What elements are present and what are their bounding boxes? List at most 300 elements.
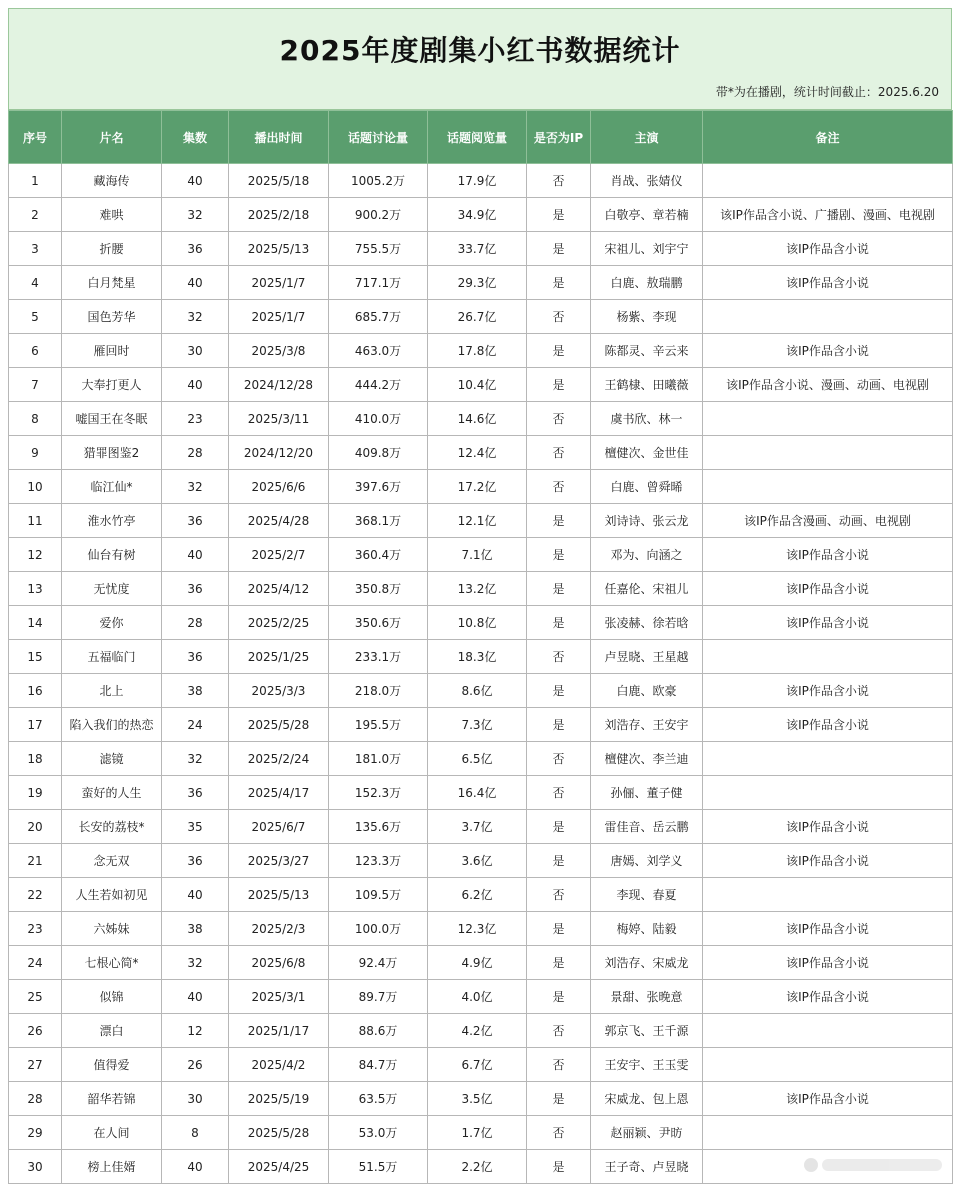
cell-discussions: 51.5万 <box>329 1150 428 1184</box>
cell-index: 21 <box>9 844 62 878</box>
cell-episodes: 24 <box>162 708 229 742</box>
cell-episodes: 32 <box>162 300 229 334</box>
cell-views: 1.7亿 <box>428 1116 527 1150</box>
cell-is-ip: 否 <box>527 742 591 776</box>
cell-air-date: 2025/4/12 <box>229 572 329 606</box>
cell-air-date: 2025/1/7 <box>229 300 329 334</box>
cell-index: 8 <box>9 402 62 436</box>
cell-remark: 该IP作品含小说 <box>703 1082 953 1116</box>
cell-episodes: 35 <box>162 810 229 844</box>
table-row <box>9 1116 953 1150</box>
cell-views: 14.6亿 <box>428 402 527 436</box>
cell-air-date: 2025/5/18 <box>229 164 329 198</box>
cell-air-date: 2025/5/13 <box>229 232 329 266</box>
cell-air-date: 2025/5/19 <box>229 1082 329 1116</box>
cell-discussions: 444.2万 <box>329 368 428 402</box>
table-row <box>9 538 953 572</box>
cell-remark <box>703 436 953 470</box>
data-table <box>8 110 953 1184</box>
cell-title: 折腰 <box>62 232 162 266</box>
cell-discussions: 900.2万 <box>329 198 428 232</box>
cell-views: 7.3亿 <box>428 708 527 742</box>
table-row <box>9 606 953 640</box>
cell-index: 20 <box>9 810 62 844</box>
cell-views: 2.2亿 <box>428 1150 527 1184</box>
cell-remark: 该IP作品含小说、广播剧、漫画、电视剧 <box>703 198 953 232</box>
cell-discussions: 88.6万 <box>329 1014 428 1048</box>
cell-cast: 梅婷、陆毅 <box>591 912 703 946</box>
column-header: 序号 <box>9 111 62 164</box>
column-header: 片名 <box>62 111 162 164</box>
cell-index: 2 <box>9 198 62 232</box>
cell-remark: 该IP作品含小说 <box>703 844 953 878</box>
cell-views: 12.1亿 <box>428 504 527 538</box>
cell-is-ip: 否 <box>527 1048 591 1082</box>
cell-views: 6.7亿 <box>428 1048 527 1082</box>
cell-remark <box>703 1048 953 1082</box>
cell-episodes: 40 <box>162 538 229 572</box>
cell-remark <box>703 164 953 198</box>
cell-air-date: 2025/3/8 <box>229 334 329 368</box>
cell-is-ip: 是 <box>527 538 591 572</box>
cell-views: 6.2亿 <box>428 878 527 912</box>
cell-discussions: 123.3万 <box>329 844 428 878</box>
cell-remark: 该IP作品含小说 <box>703 674 953 708</box>
cell-is-ip: 是 <box>527 946 591 980</box>
cell-cast: 虞书欣、林一 <box>591 402 703 436</box>
table-row <box>9 912 953 946</box>
cell-views: 4.0亿 <box>428 980 527 1014</box>
cell-episodes: 32 <box>162 470 229 504</box>
cell-air-date: 2025/3/27 <box>229 844 329 878</box>
cell-cast: 白鹿、曾舜晞 <box>591 470 703 504</box>
sheet-note: 带*为在播剧，统计时间截止：2025.6.20 <box>716 83 939 100</box>
cell-is-ip: 是 <box>527 504 591 538</box>
cell-cast: 孙俪、董子健 <box>591 776 703 810</box>
cell-title: 长安的荔枝* <box>62 810 162 844</box>
cell-discussions: 53.0万 <box>329 1116 428 1150</box>
cell-episodes: 40 <box>162 368 229 402</box>
cell-title: 爱你 <box>62 606 162 640</box>
cell-is-ip: 是 <box>527 1150 591 1184</box>
cell-remark: 该IP作品含小说 <box>703 708 953 742</box>
cell-index: 26 <box>9 1014 62 1048</box>
cell-is-ip: 是 <box>527 810 591 844</box>
cell-title: 猎罪图鉴2 <box>62 436 162 470</box>
cell-index: 5 <box>9 300 62 334</box>
cell-views: 10.4亿 <box>428 368 527 402</box>
cell-episodes: 40 <box>162 266 229 300</box>
cell-title: 七根心简* <box>62 946 162 980</box>
cell-title: 无忧度 <box>62 572 162 606</box>
cell-remark <box>703 402 953 436</box>
cell-index: 22 <box>9 878 62 912</box>
cell-title: 淮水竹亭 <box>62 504 162 538</box>
cell-episodes: 36 <box>162 232 229 266</box>
cell-views: 8.6亿 <box>428 674 527 708</box>
table-row <box>9 572 953 606</box>
table-row <box>9 776 953 810</box>
cell-is-ip: 否 <box>527 1116 591 1150</box>
cell-cast: 李现、春夏 <box>591 878 703 912</box>
cell-episodes: 38 <box>162 912 229 946</box>
table-row <box>9 368 953 402</box>
cell-index: 30 <box>9 1150 62 1184</box>
cell-index: 23 <box>9 912 62 946</box>
cell-remark: 该IP作品含漫画、动画、电视剧 <box>703 504 953 538</box>
cell-cast: 任嘉伦、宋祖儿 <box>591 572 703 606</box>
cell-remark: 该IP作品含小说 <box>703 912 953 946</box>
cell-episodes: 8 <box>162 1116 229 1150</box>
cell-discussions: 89.7万 <box>329 980 428 1014</box>
table-row <box>9 708 953 742</box>
cell-title: 值得爱 <box>62 1048 162 1082</box>
cell-title: 陷入我们的热恋 <box>62 708 162 742</box>
cell-index: 18 <box>9 742 62 776</box>
cell-views: 12.4亿 <box>428 436 527 470</box>
column-header: 备注 <box>703 111 953 164</box>
cell-index: 10 <box>9 470 62 504</box>
cell-index: 27 <box>9 1048 62 1082</box>
cell-views: 4.2亿 <box>428 1014 527 1048</box>
cell-remark: 该IP作品含小说、漫画、动画、电视剧 <box>703 368 953 402</box>
cell-is-ip: 是 <box>527 572 591 606</box>
cell-cast: 卢昱晓、王星越 <box>591 640 703 674</box>
cell-title: 漂白 <box>62 1014 162 1048</box>
table-body <box>9 164 953 1184</box>
cell-cast: 檀健次、李兰迪 <box>591 742 703 776</box>
cell-discussions: 84.7万 <box>329 1048 428 1082</box>
cell-discussions: 109.5万 <box>329 878 428 912</box>
cell-episodes: 36 <box>162 504 229 538</box>
cell-is-ip: 是 <box>527 674 591 708</box>
cell-remark <box>703 470 953 504</box>
table-row <box>9 1048 953 1082</box>
cell-air-date: 2024/12/28 <box>229 368 329 402</box>
cell-title: 六姊妹 <box>62 912 162 946</box>
cell-title: 蛮好的人生 <box>62 776 162 810</box>
table-row <box>9 640 953 674</box>
title-block <box>8 8 952 110</box>
cell-views: 4.9亿 <box>428 946 527 980</box>
table-header-row <box>9 111 953 164</box>
table-row <box>9 266 953 300</box>
cell-episodes: 32 <box>162 198 229 232</box>
cell-air-date: 2025/5/13 <box>229 878 329 912</box>
cell-episodes: 36 <box>162 776 229 810</box>
cell-index: 13 <box>9 572 62 606</box>
column-header: 话题阅览量 <box>428 111 527 164</box>
cell-remark <box>703 878 953 912</box>
cell-episodes: 26 <box>162 1048 229 1082</box>
cell-index: 24 <box>9 946 62 980</box>
table-row <box>9 946 953 980</box>
cell-discussions: 409.8万 <box>329 436 428 470</box>
cell-index: 19 <box>9 776 62 810</box>
cell-air-date: 2025/2/25 <box>229 606 329 640</box>
cell-cast: 景甜、张晚意 <box>591 980 703 1014</box>
cell-title: 北上 <box>62 674 162 708</box>
cell-discussions: 1005.2万 <box>329 164 428 198</box>
cell-episodes: 28 <box>162 606 229 640</box>
cell-title: 嘘国王在冬眠 <box>62 402 162 436</box>
cell-views: 33.7亿 <box>428 232 527 266</box>
cell-discussions: 360.4万 <box>329 538 428 572</box>
cell-title: 人生若如初见 <box>62 878 162 912</box>
cell-air-date: 2025/3/11 <box>229 402 329 436</box>
cell-is-ip: 否 <box>527 640 591 674</box>
cell-air-date: 2025/2/18 <box>229 198 329 232</box>
cell-is-ip: 是 <box>527 606 591 640</box>
cell-is-ip: 是 <box>527 980 591 1014</box>
table-row <box>9 334 953 368</box>
table-row <box>9 470 953 504</box>
cell-title: 大奉打更人 <box>62 368 162 402</box>
cell-air-date: 2025/1/17 <box>229 1014 329 1048</box>
cell-episodes: 30 <box>162 1082 229 1116</box>
cell-air-date: 2025/2/24 <box>229 742 329 776</box>
cell-discussions: 463.0万 <box>329 334 428 368</box>
cell-cast: 王子奇、卢昱晓 <box>591 1150 703 1184</box>
cell-views: 17.2亿 <box>428 470 527 504</box>
cell-index: 4 <box>9 266 62 300</box>
cell-cast: 王鹤棣、田曦薇 <box>591 368 703 402</box>
cell-cast: 邓为、向涵之 <box>591 538 703 572</box>
cell-index: 9 <box>9 436 62 470</box>
cell-remark: 该IP作品含小说 <box>703 946 953 980</box>
column-header: 主演 <box>591 111 703 164</box>
cell-is-ip: 否 <box>527 300 591 334</box>
cell-cast: 张凌赫、徐若晗 <box>591 606 703 640</box>
table-row <box>9 980 953 1014</box>
cell-is-ip: 是 <box>527 198 591 232</box>
cell-discussions: 92.4万 <box>329 946 428 980</box>
cell-is-ip: 否 <box>527 878 591 912</box>
cell-title: 在人间 <box>62 1116 162 1150</box>
cell-views: 3.7亿 <box>428 810 527 844</box>
cell-episodes: 40 <box>162 878 229 912</box>
cell-views: 10.8亿 <box>428 606 527 640</box>
cell-episodes: 40 <box>162 1150 229 1184</box>
cell-is-ip: 是 <box>527 844 591 878</box>
column-header: 话题讨论量 <box>329 111 428 164</box>
cell-discussions: 717.1万 <box>329 266 428 300</box>
table-row <box>9 1014 953 1048</box>
cell-episodes: 32 <box>162 742 229 776</box>
cell-views: 3.6亿 <box>428 844 527 878</box>
cell-title: 榜上佳婿 <box>62 1150 162 1184</box>
cell-cast: 杨紫、李现 <box>591 300 703 334</box>
cell-discussions: 152.3万 <box>329 776 428 810</box>
watermark-bar <box>822 1159 942 1171</box>
cell-air-date: 2025/4/2 <box>229 1048 329 1082</box>
cell-cast: 宋威龙、包上恩 <box>591 1082 703 1116</box>
cell-remark: 该IP作品含小说 <box>703 810 953 844</box>
cell-is-ip: 是 <box>527 334 591 368</box>
cell-index: 17 <box>9 708 62 742</box>
sheet-title: 2025年度剧集小红书数据统计 <box>9 29 951 69</box>
column-header: 是否为IP <box>527 111 591 164</box>
cell-air-date: 2025/4/17 <box>229 776 329 810</box>
table-row <box>9 844 953 878</box>
cell-discussions: 368.1万 <box>329 504 428 538</box>
table-row <box>9 198 953 232</box>
cell-index: 7 <box>9 368 62 402</box>
cell-remark: 该IP作品含小说 <box>703 232 953 266</box>
cell-title: 白月梵星 <box>62 266 162 300</box>
watermark <box>804 1158 942 1172</box>
cell-episodes: 40 <box>162 164 229 198</box>
cell-index: 1 <box>9 164 62 198</box>
table-row <box>9 402 953 436</box>
cell-is-ip: 否 <box>527 402 591 436</box>
cell-remark: 该IP作品含小说 <box>703 606 953 640</box>
table-row <box>9 674 953 708</box>
cell-is-ip: 否 <box>527 470 591 504</box>
cell-title: 念无双 <box>62 844 162 878</box>
cell-cast: 宋祖儿、刘宇宁 <box>591 232 703 266</box>
cell-air-date: 2025/2/7 <box>229 538 329 572</box>
cell-episodes: 30 <box>162 334 229 368</box>
cell-air-date: 2025/6/8 <box>229 946 329 980</box>
cell-air-date: 2025/1/25 <box>229 640 329 674</box>
cell-remark <box>703 640 953 674</box>
cell-cast: 陈都灵、辛云来 <box>591 334 703 368</box>
cell-is-ip: 是 <box>527 232 591 266</box>
cell-episodes: 32 <box>162 946 229 980</box>
cell-title: 藏海传 <box>62 164 162 198</box>
cell-cast: 肖战、张婧仪 <box>591 164 703 198</box>
cell-cast: 赵丽颖、尹昉 <box>591 1116 703 1150</box>
cell-cast: 刘浩存、宋威龙 <box>591 946 703 980</box>
cell-is-ip: 否 <box>527 436 591 470</box>
cell-discussions: 100.0万 <box>329 912 428 946</box>
table-row <box>9 742 953 776</box>
cell-episodes: 28 <box>162 436 229 470</box>
cell-views: 17.9亿 <box>428 164 527 198</box>
cell-air-date: 2025/2/3 <box>229 912 329 946</box>
cell-episodes: 36 <box>162 640 229 674</box>
cell-remark: 该IP作品含小说 <box>703 980 953 1014</box>
cell-index: 11 <box>9 504 62 538</box>
table-row <box>9 232 953 266</box>
cell-discussions: 685.7万 <box>329 300 428 334</box>
cell-title: 韶华若锦 <box>62 1082 162 1116</box>
watermark-logo-icon <box>804 1158 818 1172</box>
cell-episodes: 23 <box>162 402 229 436</box>
cell-remark: 该IP作品含小说 <box>703 334 953 368</box>
table-row <box>9 300 953 334</box>
cell-episodes: 12 <box>162 1014 229 1048</box>
cell-cast: 白鹿、敖瑞鹏 <box>591 266 703 300</box>
cell-index: 29 <box>9 1116 62 1150</box>
cell-cast: 雷佳音、岳云鹏 <box>591 810 703 844</box>
cell-air-date: 2025/1/7 <box>229 266 329 300</box>
cell-index: 12 <box>9 538 62 572</box>
table-row <box>9 1082 953 1116</box>
cell-discussions: 755.5万 <box>329 232 428 266</box>
cell-views: 12.3亿 <box>428 912 527 946</box>
column-header: 集数 <box>162 111 229 164</box>
cell-views: 26.7亿 <box>428 300 527 334</box>
cell-air-date: 2025/4/28 <box>229 504 329 538</box>
cell-cast: 唐嫣、刘学义 <box>591 844 703 878</box>
cell-episodes: 38 <box>162 674 229 708</box>
cell-cast: 白鹿、欧豪 <box>591 674 703 708</box>
table-row <box>9 436 953 470</box>
cell-views: 29.3亿 <box>428 266 527 300</box>
cell-discussions: 410.0万 <box>329 402 428 436</box>
column-header: 播出时间 <box>229 111 329 164</box>
cell-remark <box>703 1116 953 1150</box>
cell-views: 3.5亿 <box>428 1082 527 1116</box>
cell-views: 34.9亿 <box>428 198 527 232</box>
cell-index: 3 <box>9 232 62 266</box>
cell-remark <box>703 1014 953 1048</box>
cell-episodes: 36 <box>162 572 229 606</box>
cell-discussions: 63.5万 <box>329 1082 428 1116</box>
cell-is-ip: 否 <box>527 164 591 198</box>
cell-index: 6 <box>9 334 62 368</box>
cell-is-ip: 是 <box>527 1082 591 1116</box>
cell-air-date: 2025/3/1 <box>229 980 329 1014</box>
cell-title: 雁回时 <box>62 334 162 368</box>
cell-episodes: 36 <box>162 844 229 878</box>
cell-is-ip: 是 <box>527 368 591 402</box>
cell-index: 14 <box>9 606 62 640</box>
cell-title: 五福临门 <box>62 640 162 674</box>
cell-air-date: 2024/12/20 <box>229 436 329 470</box>
cell-title: 似锦 <box>62 980 162 1014</box>
cell-title: 滤镜 <box>62 742 162 776</box>
cell-is-ip: 是 <box>527 912 591 946</box>
cell-cast: 白敬亭、章若楠 <box>591 198 703 232</box>
cell-views: 17.8亿 <box>428 334 527 368</box>
cell-title: 仙台有树 <box>62 538 162 572</box>
table-row <box>9 810 953 844</box>
cell-is-ip: 否 <box>527 1014 591 1048</box>
cell-episodes: 40 <box>162 980 229 1014</box>
cell-cast: 王安宇、王玉雯 <box>591 1048 703 1082</box>
cell-discussions: 350.8万 <box>329 572 428 606</box>
cell-remark <box>703 300 953 334</box>
cell-cast: 郭京飞、王千源 <box>591 1014 703 1048</box>
cell-index: 28 <box>9 1082 62 1116</box>
table-row <box>9 164 953 198</box>
cell-air-date: 2025/5/28 <box>229 708 329 742</box>
cell-discussions: 397.6万 <box>329 470 428 504</box>
cell-air-date: 2025/5/28 <box>229 1116 329 1150</box>
cell-is-ip: 是 <box>527 266 591 300</box>
cell-air-date: 2025/6/7 <box>229 810 329 844</box>
cell-discussions: 181.0万 <box>329 742 428 776</box>
table-row <box>9 878 953 912</box>
cell-discussions: 350.6万 <box>329 606 428 640</box>
stats-sheet <box>8 8 952 1184</box>
cell-remark: 该IP作品含小说 <box>703 572 953 606</box>
cell-title: 国色芳华 <box>62 300 162 334</box>
cell-air-date: 2025/4/25 <box>229 1150 329 1184</box>
cell-title: 临江仙* <box>62 470 162 504</box>
table-row <box>9 504 953 538</box>
cell-views: 7.1亿 <box>428 538 527 572</box>
cell-cast: 檀健次、金世佳 <box>591 436 703 470</box>
cell-is-ip: 是 <box>527 708 591 742</box>
cell-views: 16.4亿 <box>428 776 527 810</box>
cell-cast: 刘浩存、王安宇 <box>591 708 703 742</box>
cell-index: 16 <box>9 674 62 708</box>
cell-air-date: 2025/6/6 <box>229 470 329 504</box>
